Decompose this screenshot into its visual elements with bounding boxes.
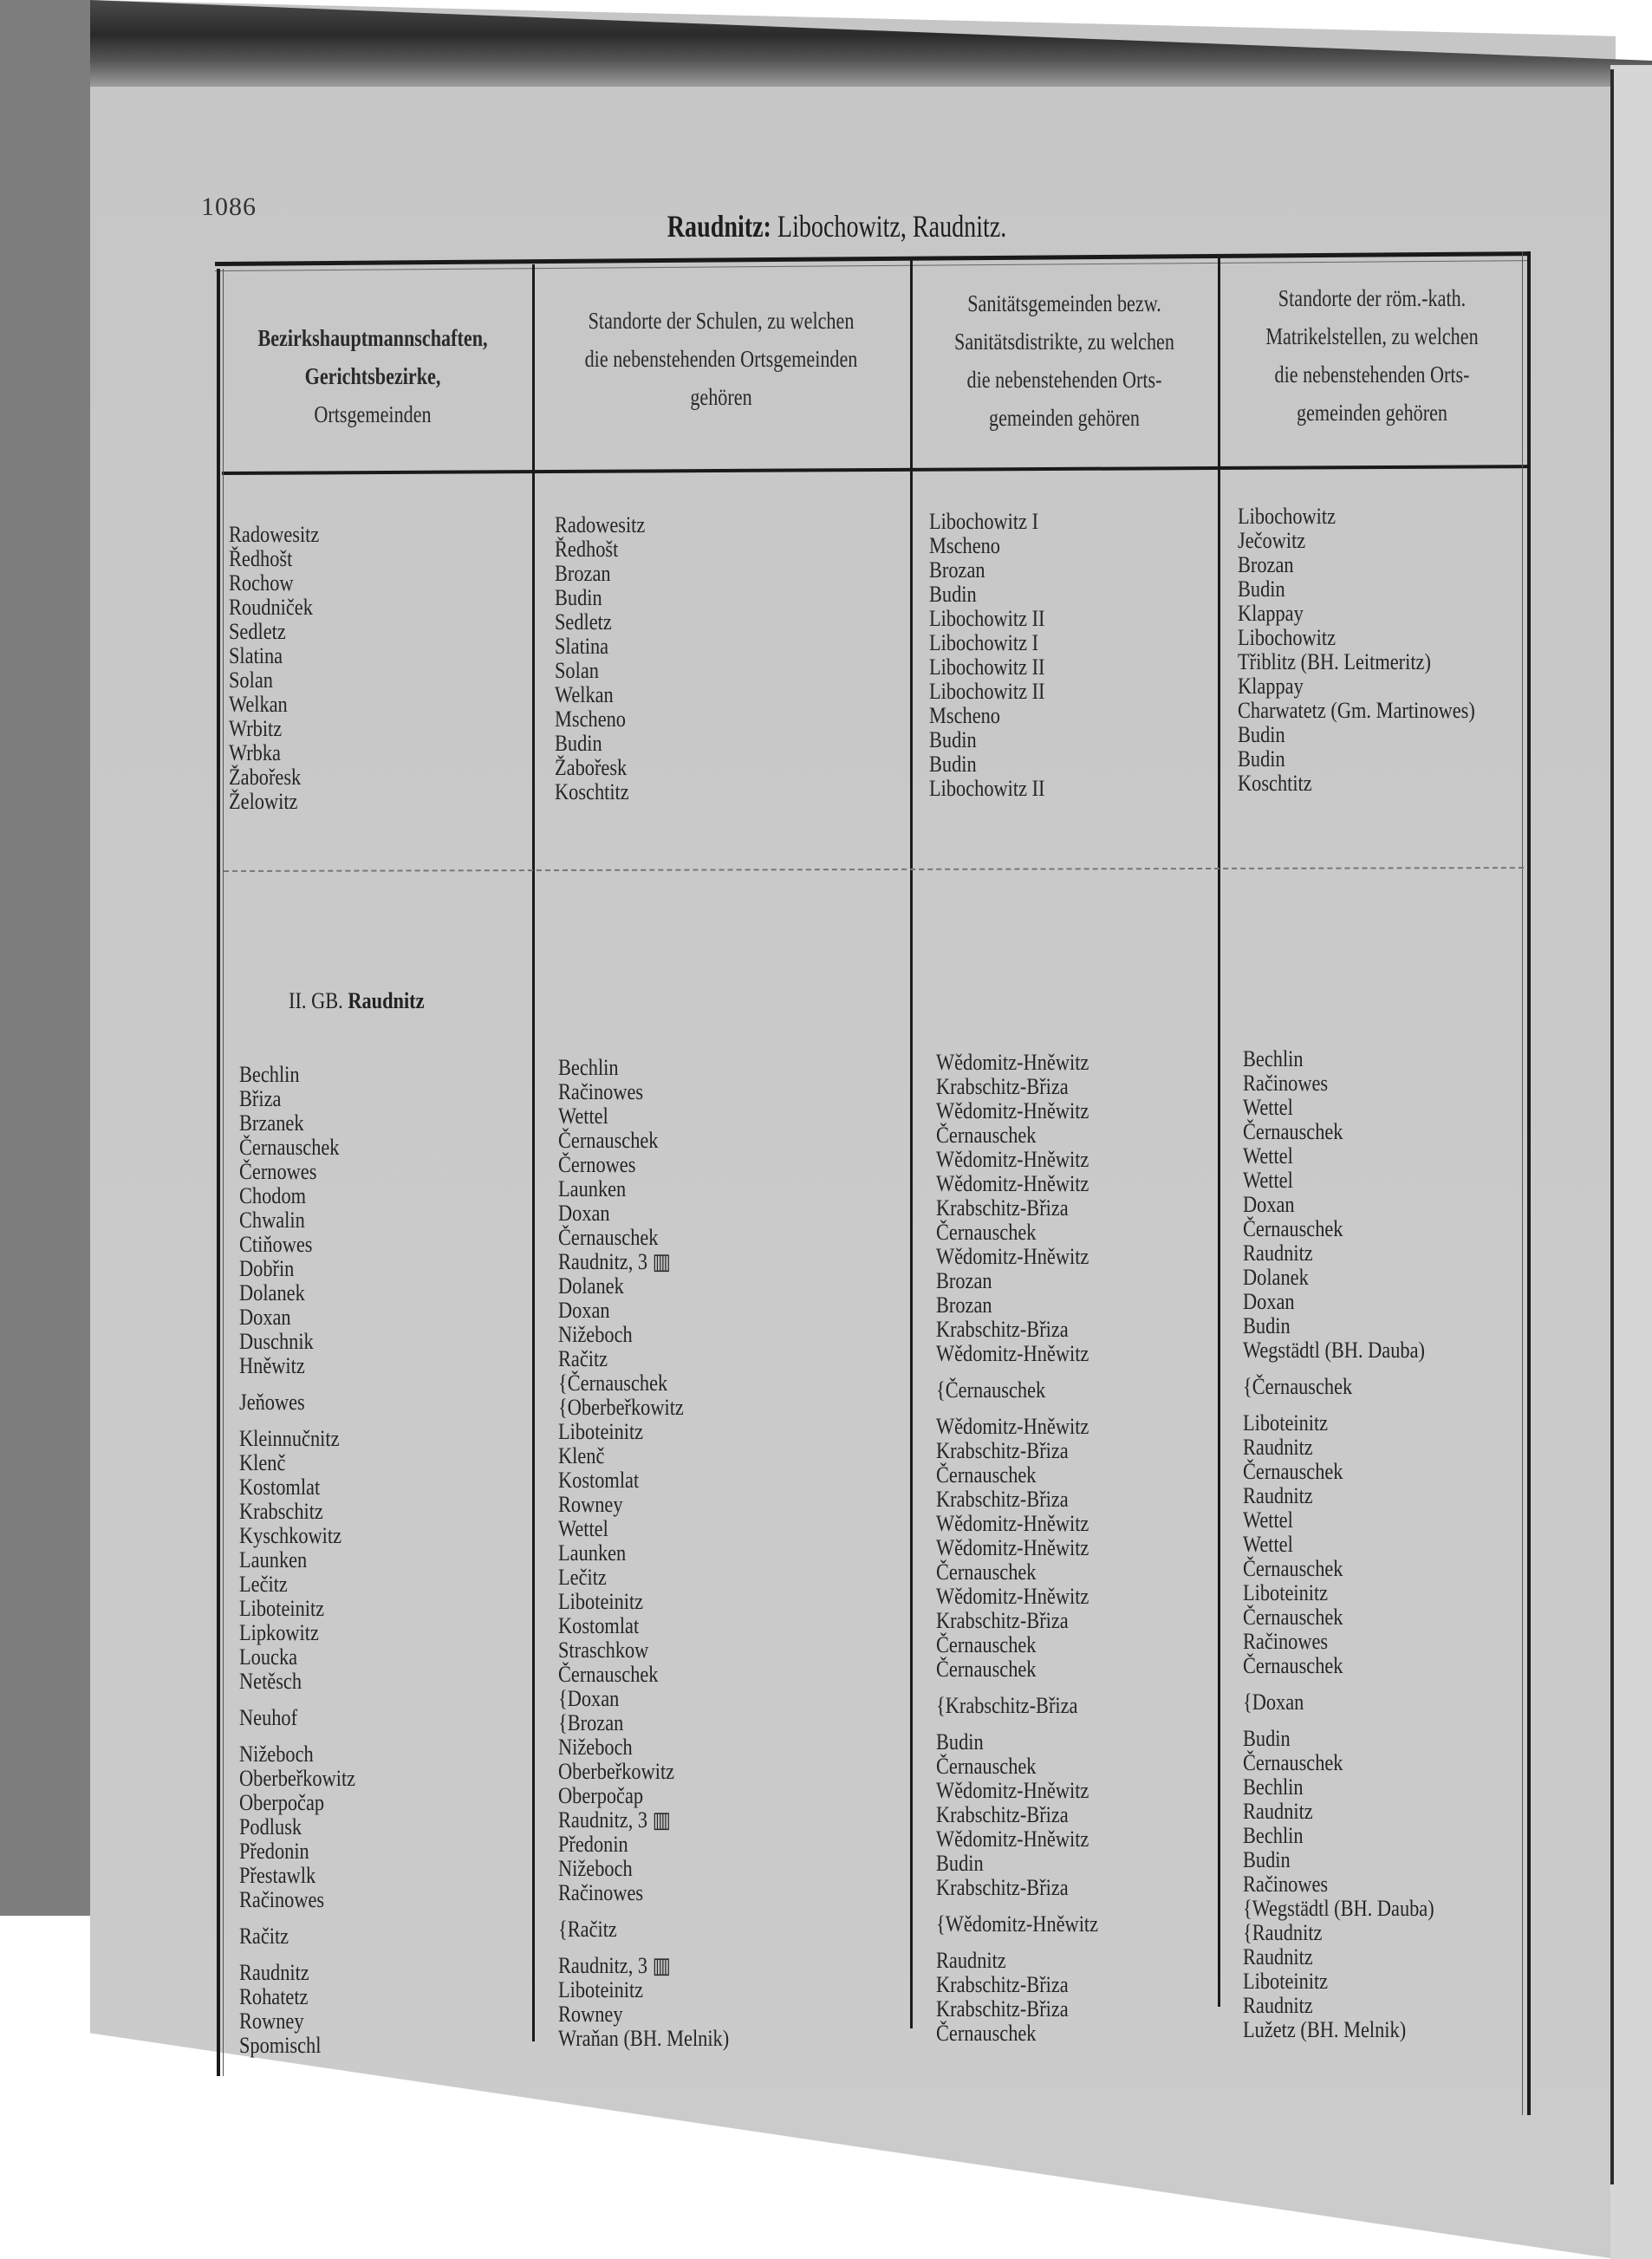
list-item: Budin — [936, 1729, 984, 1754]
list-item: Krabschitz-Břiza — [936, 1996, 1069, 2021]
list-item: Kostomlat — [558, 1613, 640, 1638]
list-item: Oberbeřkowitz — [558, 1759, 675, 1784]
list-item: Kyschkowitz — [239, 1523, 341, 1548]
list-item: Raudnitz — [1243, 1944, 1313, 1969]
row-gap — [1243, 1715, 1434, 1727]
header-line: Standorte der röm.-kath. — [1278, 285, 1467, 311]
list-item: Doxan — [558, 1298, 610, 1323]
list-item: Libochowitz II — [929, 679, 1045, 704]
list-item: Raudnitz — [1243, 1993, 1313, 2018]
list-item: {Wegstädtl (BH. Dauba) — [1243, 1896, 1434, 1921]
list-item: Ctiňowes — [239, 1232, 313, 1257]
list-item: Bechlin — [1243, 1823, 1304, 1848]
section2-heading-name: Raudnitz — [348, 988, 425, 1013]
list-item: Černauschek — [936, 1123, 1037, 1148]
list-item: Liboteinitz — [558, 1589, 644, 1614]
list-item: Rowney — [558, 2002, 623, 2027]
list-item: Budin — [1238, 722, 1285, 747]
row-gap — [936, 1900, 1098, 1912]
row-gap — [1243, 1678, 1434, 1690]
list-item: {Doxan — [558, 1686, 620, 1711]
list-item: Koschtitz — [1238, 771, 1312, 796]
list-item: Budin — [1243, 1726, 1291, 1751]
list-item: Wědomitz-Hněwitz — [936, 1050, 1089, 1075]
row-gap — [1243, 1363, 1434, 1375]
list-item: Černauschek — [936, 1220, 1037, 1245]
section1-schulen-list — [555, 513, 660, 804]
list-item: Raudnitz — [936, 1948, 1006, 1973]
list-item: Břiza — [239, 1086, 282, 1111]
list-item: Klenč — [558, 1443, 605, 1468]
list-item: Wettel — [1243, 1532, 1293, 1557]
list-item: Roudniček — [229, 595, 313, 620]
row-gap — [239, 1730, 355, 1742]
list-item: Liboteinitz — [1243, 1580, 1329, 1605]
list-item: Přestawlk — [239, 1863, 316, 1888]
scan-left-edge — [0, 0, 90, 1916]
list-item: Nižeboch — [239, 1741, 314, 1767]
list-item: Budin — [929, 727, 977, 752]
list-item: Račinowes — [1243, 1629, 1329, 1654]
list-item: Hněwitz — [239, 1353, 305, 1378]
table-left-rule-inner — [223, 269, 224, 2076]
list-item: Raudnitz — [1243, 1240, 1313, 1266]
list-item: Černauschek — [1243, 1216, 1343, 1241]
list-item: Mscheno — [929, 533, 1000, 558]
list-item: Brozan — [936, 1292, 992, 1318]
list-item: Liboteinitz — [1243, 1410, 1329, 1435]
list-item: Želowitz — [229, 789, 298, 814]
header-col-sanitaet — [938, 284, 1191, 437]
list-item: Chodom — [239, 1183, 307, 1208]
list-item: Raudnitz — [1243, 1799, 1313, 1824]
header-line: Ortsgemeinden — [314, 401, 432, 427]
list-item: Welkan — [229, 692, 288, 717]
list-item: Nižeboch — [558, 1322, 633, 1347]
list-item: Račitz — [558, 1346, 608, 1371]
list-item: Budin — [929, 752, 977, 777]
list-item: Černauschek — [1243, 1119, 1343, 1144]
list-item: Wědomitz-Hněwitz — [936, 1535, 1089, 1560]
list-item: Wettel — [1243, 1168, 1293, 1193]
list-item: {Černauschek — [936, 1377, 1046, 1403]
header-line: Gerichtsbezirke, — [304, 363, 441, 389]
list-item: Liboteinitz — [239, 1596, 325, 1621]
list-item: Klappay — [1238, 674, 1304, 699]
list-item: Černauschek — [1243, 1605, 1343, 1630]
list-item: Bechlin — [239, 1062, 300, 1087]
list-item: Duschnik — [239, 1329, 314, 1354]
header-line: Standorte der Schulen, zu welchen — [588, 308, 855, 334]
list-item: Předonin — [558, 1832, 628, 1857]
list-item: Slatina — [229, 643, 283, 668]
list-item: Budin — [1238, 746, 1285, 771]
list-item: Dolanek — [558, 1273, 624, 1299]
list-item: Oberpočap — [239, 1790, 325, 1815]
row-gap — [1243, 1399, 1434, 1411]
list-item: Wědomitz-Hněwitz — [936, 1414, 1089, 1439]
list-item: Wědomitz-Hněwitz — [936, 1778, 1089, 1803]
list-item: Předonin — [239, 1839, 309, 1864]
list-item: Radowesitz — [229, 522, 320, 547]
list-item: Černauschek — [1243, 1653, 1343, 1678]
list-item: Černauschek — [936, 1754, 1037, 1779]
list-item: Krabschitz-Břiza — [936, 1972, 1069, 1997]
list-item: Wettel — [1243, 1095, 1293, 1120]
list-item: Sedletz — [555, 609, 612, 635]
list-item: Libochowitz II — [929, 776, 1045, 801]
list-item: Wědomitz-Hněwitz — [936, 1244, 1089, 1269]
list-item: Třiblitz (BH. Leitmeritz) — [1238, 649, 1431, 674]
row-gap — [936, 1366, 1098, 1378]
list-item: Kostomlat — [558, 1468, 640, 1493]
list-item: Krabschitz-Břiza — [936, 1487, 1069, 1512]
list-item: Radowesitz — [555, 512, 646, 537]
list-item: Krabschitz-Břiza — [936, 1608, 1069, 1633]
list-item: Wědomitz-Hněwitz — [936, 1341, 1089, 1366]
list-item: Brozan — [929, 557, 985, 583]
row-gap — [239, 1378, 355, 1390]
header-col-matrikel — [1246, 279, 1499, 432]
list-item: Koschtitz — [555, 779, 629, 804]
list-item: Welkan — [555, 682, 614, 707]
list-item: Kleinnučnitz — [239, 1426, 340, 1451]
title-district: Raudnitz: — [667, 209, 771, 244]
header-line: Sanitätsgemeinden bezw. — [967, 290, 1161, 316]
list-item: Černowes — [558, 1152, 636, 1177]
list-item: Račinowes — [239, 1887, 325, 1912]
list-item: Wettel — [1243, 1507, 1293, 1533]
list-item: Lužetz (BH. Melnik) — [1243, 2017, 1407, 2042]
list-item: Wědomitz-Hněwitz — [936, 1147, 1089, 1172]
list-item: Oberpočap — [558, 1783, 644, 1808]
list-item: Wegstädtl (BH. Dauba) — [1243, 1338, 1425, 1363]
list-item: {Wědomitz-Hněwitz — [936, 1911, 1099, 1937]
title-subdistricts: Libochowitz, Raudnitz. — [771, 209, 1007, 244]
list-item: Krabschitz-Břiza — [936, 1074, 1069, 1099]
list-item: Budin — [1243, 1313, 1291, 1338]
list-item: Solan — [229, 667, 273, 693]
row-gap — [936, 1682, 1098, 1694]
section1-sanitaet-list — [929, 510, 1063, 801]
list-item: Podlusk — [239, 1814, 302, 1839]
list-item: Žabořesk — [229, 765, 302, 790]
list-item: Liboteinitz — [1243, 1969, 1329, 1994]
list-item: Budin — [555, 585, 602, 610]
row-gap — [936, 1718, 1098, 1730]
header-col-schulen — [565, 302, 878, 416]
list-item: Bechlin — [1243, 1046, 1304, 1071]
list-item: Liboteinitz — [558, 1419, 644, 1444]
list-item: Brozan — [555, 561, 611, 586]
section2-heading — [289, 988, 425, 1014]
list-item: Nižeboch — [558, 1856, 633, 1881]
row-gap — [558, 1942, 729, 1954]
list-item: Bechlin — [1243, 1774, 1304, 1800]
list-item: Račinowes — [558, 1880, 644, 1905]
header-line: gemeinden gehören — [1297, 400, 1447, 426]
list-item: Černauschek — [936, 1632, 1037, 1657]
list-item: Černauschek — [936, 2021, 1037, 2046]
section2-sanitaet-list — [936, 1051, 1125, 2046]
row-gap — [239, 1415, 355, 1427]
list-item: Wettel — [558, 1103, 608, 1129]
list-item: Krabschitz-Břiza — [936, 1317, 1069, 1342]
list-item: Libochowitz II — [929, 654, 1045, 680]
list-item: Loucka — [239, 1644, 298, 1670]
table-right-rule — [1527, 251, 1531, 2115]
list-item: {Doxan — [1243, 1689, 1304, 1715]
list-item: Libochowitz — [1238, 625, 1337, 650]
list-item: Libochowitz II — [929, 606, 1045, 631]
list-item: Jeňowes — [239, 1390, 305, 1415]
list-item: Klenč — [239, 1450, 286, 1475]
list-item: Budin — [936, 1851, 984, 1876]
list-item: Ředhošt — [229, 546, 293, 571]
list-item: Klappay — [1238, 601, 1304, 626]
list-item: Nižeboch — [558, 1735, 633, 1760]
section2-matrikel-list — [1243, 1047, 1466, 2042]
list-item: Netěsch — [239, 1669, 302, 1694]
list-item: Wědomitz-Hněwitz — [936, 1171, 1089, 1196]
row-gap — [558, 1905, 729, 1917]
list-item: Raudnitz, 3 ▥ — [558, 1807, 671, 1833]
list-item: Dolanek — [239, 1280, 305, 1305]
list-item: Ředhošt — [555, 537, 619, 562]
section2-schulen-list — [558, 1056, 757, 2051]
list-item: Raudnitz — [239, 1960, 309, 1985]
list-item: Rowney — [239, 2008, 304, 2034]
list-item: Spomischl — [239, 2033, 322, 2058]
list-item: Doxan — [239, 1305, 291, 1330]
list-item: Černowes — [239, 1159, 317, 1184]
list-item: Budin — [1238, 576, 1285, 602]
list-item: {Černauschek — [1243, 1374, 1353, 1399]
list-item: Mscheno — [929, 703, 1000, 728]
list-item: Raudnitz, 3 ▥ — [558, 1953, 671, 1978]
list-item: Černauschek — [936, 1559, 1037, 1585]
list-item: Lečitz — [558, 1565, 607, 1590]
list-item: Solan — [555, 658, 599, 683]
header-line: die nebenstehenden Orts- — [1274, 361, 1470, 387]
list-item: {Raudnitz — [1243, 1920, 1323, 1945]
list-item: Launken — [558, 1176, 627, 1201]
list-item: Libochowitz I — [929, 630, 1039, 655]
list-item: Krabschitz-Břiza — [936, 1195, 1069, 1221]
list-item: Doxan — [558, 1201, 610, 1226]
list-item: Wědomitz-Hněwitz — [936, 1511, 1089, 1536]
list-item: Raudnitz, 3 ▥ — [558, 1249, 671, 1274]
list-item: Chwalin — [239, 1208, 305, 1233]
list-item: Ječowitz — [1238, 528, 1306, 553]
list-item: Budin — [1243, 1847, 1291, 1872]
list-item: Launken — [558, 1540, 627, 1566]
list-item: Rohatetz — [239, 1984, 309, 2009]
list-item: Wědomitz-Hněwitz — [936, 1098, 1089, 1123]
list-item: Krabschitz-Břiza — [936, 1875, 1069, 1900]
row-gap — [239, 1694, 355, 1706]
list-item: Kostomlat — [239, 1475, 321, 1500]
list-item: Libochowitz — [1238, 504, 1337, 529]
list-item: Wědomitz-Hněwitz — [936, 1826, 1089, 1852]
list-item: Černauschek — [1243, 1750, 1343, 1775]
list-item: Doxan — [1243, 1289, 1295, 1314]
list-item: Budin — [929, 582, 977, 607]
list-item: Liboteinitz — [558, 1977, 644, 2002]
list-item: Černauschek — [1243, 1459, 1343, 1484]
list-item: Wrbitz — [229, 716, 283, 741]
list-item: Sedletz — [229, 619, 286, 644]
table-left-rule — [217, 269, 220, 2076]
list-item: Launken — [239, 1547, 308, 1572]
header-line: die nebenstehenden Orts- — [966, 367, 1162, 393]
row-gap — [936, 1403, 1098, 1415]
list-item: Račinowes — [1243, 1071, 1329, 1096]
section2-heading-prefix: II. GB. — [289, 988, 343, 1013]
list-item: Krabschitz-Břiza — [936, 1438, 1069, 1463]
list-item: Dolanek — [1243, 1265, 1309, 1290]
page-title — [192, 208, 1481, 244]
row-gap — [936, 1937, 1098, 1949]
table-right-rule-inner — [1522, 251, 1523, 2115]
list-item: Račinowes — [1243, 1872, 1329, 1897]
header-line: die nebenstehenden Ortsgemeinden — [584, 346, 858, 372]
section1-matrikel-list — [1238, 505, 1513, 796]
list-item: Straschkow — [558, 1637, 649, 1663]
header-line: Matrikelstellen, zu welchen — [1265, 323, 1479, 349]
list-item: Raudnitz — [1243, 1435, 1313, 1460]
list-item: Račinowes — [558, 1079, 644, 1104]
header-line: Sanitätsdistrikte, zu welchen — [954, 329, 1174, 355]
column-divider-2 — [910, 260, 913, 2028]
list-item: {Račitz — [558, 1917, 617, 1942]
list-item: {Černauschek — [558, 1370, 668, 1396]
row-gap — [239, 1949, 355, 1961]
list-item: Slatina — [555, 634, 609, 659]
list-item: Černauschek — [239, 1135, 340, 1160]
list-item: Libochowitz I — [929, 509, 1039, 534]
list-item: {Oberbeřkowitz — [558, 1395, 684, 1420]
section2-ortsgemeinden-list — [239, 1063, 374, 2058]
list-item: {Krabschitz-Břiza — [936, 1693, 1078, 1718]
list-item: Oberbeřkowitz — [239, 1766, 356, 1791]
list-item: Brozan — [936, 1268, 992, 1293]
list-item: Rochow — [229, 570, 294, 596]
list-item: Brzanek — [239, 1110, 304, 1136]
list-item: Wědomitz-Hněwitz — [936, 1584, 1089, 1609]
list-item: Raudnitz — [1243, 1483, 1313, 1508]
list-item: Wettel — [1243, 1143, 1293, 1169]
list-item: Dobřin — [239, 1256, 295, 1281]
list-item: Krabschitz-Břiza — [936, 1802, 1069, 1827]
list-item: Wettel — [558, 1516, 608, 1541]
list-item: Bechlin — [558, 1055, 619, 1080]
list-item: Žabořesk — [555, 755, 628, 780]
header-line: Bezirkshauptmannschaften, — [257, 325, 488, 351]
list-item: Wrbka — [229, 740, 281, 765]
header-line: gemeinden gehören — [989, 405, 1140, 431]
row-gap — [239, 1912, 355, 1924]
list-item: Lečitz — [239, 1572, 288, 1597]
list-item: Černauschek — [1243, 1556, 1343, 1581]
list-item: Charwatetz (Gm. Martinowes) — [1238, 698, 1475, 723]
column-divider-3 — [1218, 256, 1220, 2007]
header-col-ortsgemeinden — [237, 319, 508, 433]
list-item: Lipkowitz — [239, 1620, 319, 1645]
page-number: 1086 — [201, 192, 257, 221]
list-item: Brozan — [1238, 552, 1294, 577]
list-item: {Brozan — [558, 1710, 624, 1735]
column-divider-1 — [532, 264, 535, 2041]
list-item: Černauschek — [558, 1225, 659, 1250]
list-item: Budin — [555, 731, 602, 756]
header-line: gehören — [690, 384, 752, 410]
list-item: Rowney — [558, 1492, 623, 1517]
list-item: Mscheno — [555, 706, 626, 732]
list-item: Račitz — [239, 1924, 289, 1949]
list-item: Doxan — [1243, 1192, 1295, 1217]
list-item: Černauschek — [936, 1657, 1037, 1682]
list-item: Krabschitz — [239, 1499, 323, 1524]
list-item: Černauschek — [936, 1462, 1037, 1488]
section1-ortsgemeinden-list — [229, 523, 334, 814]
scan-right-rule — [1610, 69, 1614, 2184]
list-item: Černauschek — [558, 1128, 659, 1153]
scan-right-edge — [1610, 65, 1652, 2259]
list-item: Wraňan (BH. Melnik) — [558, 2026, 730, 2051]
list-item: Černauschek — [558, 1662, 659, 1687]
list-item: Neuhof — [239, 1705, 298, 1730]
